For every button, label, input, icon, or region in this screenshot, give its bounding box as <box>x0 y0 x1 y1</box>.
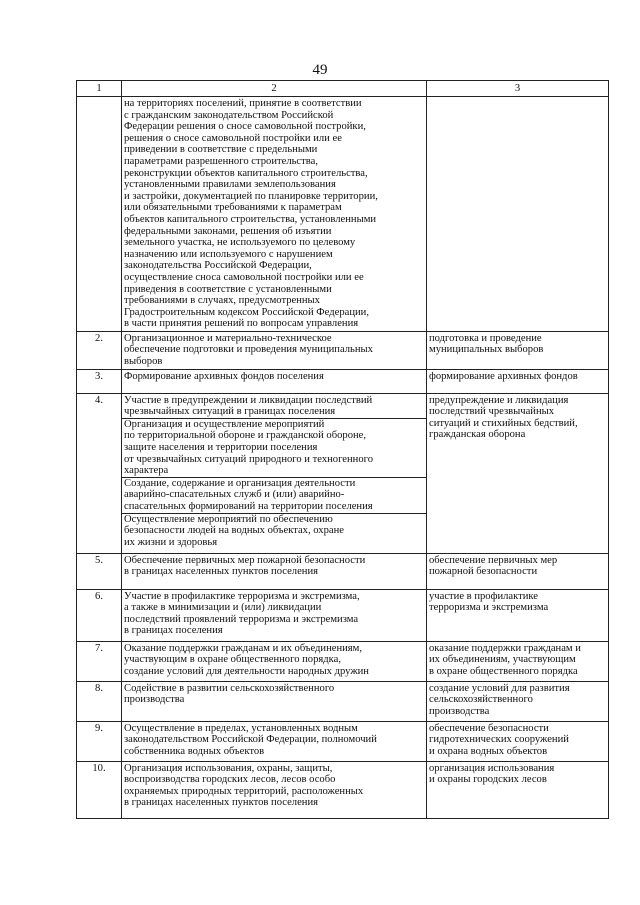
row-power <box>427 641 609 681</box>
row-power <box>427 97 609 332</box>
description-part: Участие в предупреждении и ликвидации последствий чрезвычайных ситуаций в границах поселения <box>124 394 373 418</box>
header-cell-1: 1 <box>77 81 122 97</box>
row-description <box>122 553 427 589</box>
description-text: Участие в профилактике терроризма и экстремизма, а также в минимизации и (или) ликвидации последствий проявлений терроризма и экстремизма в границах поселения <box>124 590 360 637</box>
row-number: 7. <box>77 641 122 681</box>
row-number: 9. <box>77 721 122 761</box>
power-text: формирование архивных фондов <box>429 370 578 382</box>
description-part: Создание, содержание и организация деятельности аварийно-спасательных служб и (или) аварийно- спасательных формирований на территории поселения <box>122 477 426 513</box>
table-row <box>77 393 609 553</box>
power-text: подготовка и проведение муниципальных выборов <box>429 332 544 356</box>
description-text: Организация использования, охраны, защиты, воспроизводства городских лесов, лесов особо охраняемых природных территорий, расположенных в границах населенных пунктов поселения <box>124 762 364 809</box>
table-row <box>77 97 609 332</box>
row-number <box>77 97 122 332</box>
description-text: на территориях поселений, принятие в соответствии с гражданским законодательством Российской Федерации решения о сносе самовольной постройки, решения о сносе самовольной постройки или ее приведении в соответствие с предельными параметрами разрешенного строительства, реконструкции объектов капитального строительства, установленными правилами землепользования и застройки, документацией по планировке территории, или обязательными требованиями к параметрам объектов капитального строительства, установленными федеральными законами, решения об изъятии земельного участка, не используемого по целевому назначению или используемого с нарушением законодательства Российской Федерации, осуществление сноса самовольной постройки или ее приведения в соответствие с установленными требованиями в случаях, предусмотренных Градостроительным кодексом Российской Федерации, в части принятия решений по вопросам управления <box>124 98 378 330</box>
row-number: 3. <box>77 369 122 393</box>
description-text: Организационное и материально-техническое обеспечение подготовки и проведения муниципальных выборов <box>124 332 373 368</box>
row-number: 2. <box>77 331 122 369</box>
header-cell-3: 3 <box>427 81 609 97</box>
table-row <box>77 553 609 589</box>
description-text: Осуществление в пределах, установленных водным законодательством Российской Федерации, полномочий собственника водных объектов <box>124 722 377 757</box>
description-part: Осуществление мероприятий по обеспечению безопасности людей на водных объектах, охране их жизни и здоровья <box>122 513 426 549</box>
row-power <box>427 393 609 553</box>
row-number: 4. <box>77 393 122 553</box>
powers-table <box>76 80 609 819</box>
row-power <box>427 681 609 721</box>
table-row <box>77 589 609 641</box>
row-description <box>122 721 427 761</box>
power-text: предупреждение и ликвидация последствий чрезвычайных ситуаций и стихийных бедствий, гражданская оборона <box>429 394 578 441</box>
row-description <box>122 97 427 332</box>
row-number: 10. <box>77 761 122 818</box>
description-part: Организация и осуществление мероприятий по территориальной обороне и гражданской обороне, защите населения и территории поселения от чрезвычайных ситуаций природного и техногенного характера <box>122 418 426 477</box>
row-number: 5. <box>77 553 122 589</box>
row-power <box>427 331 609 369</box>
row-description <box>122 681 427 721</box>
description-text: Содействие в развитии сельскохозяйственного производства <box>124 682 335 706</box>
table-row <box>77 641 609 681</box>
table-header-row <box>77 81 609 97</box>
row-power <box>427 369 609 393</box>
row-description <box>122 393 427 553</box>
power-text: создание условий для развития сельскохозяйственного производства <box>429 682 570 717</box>
power-text: обеспечение безопасности гидротехнических сооружений и охрана водных объектов <box>429 722 569 757</box>
row-description <box>122 331 427 369</box>
table-row <box>77 369 609 393</box>
table-row <box>77 681 609 721</box>
row-description <box>122 761 427 818</box>
row-description <box>122 589 427 641</box>
header-cell-2: 2 <box>122 81 427 97</box>
row-number: 6. <box>77 589 122 641</box>
row-description <box>122 641 427 681</box>
row-power <box>427 761 609 818</box>
page-number: 49 <box>312 62 328 78</box>
power-text: обеспечение первичных мер пожарной безопасности <box>429 554 558 578</box>
row-power <box>427 721 609 761</box>
row-power <box>427 589 609 641</box>
description-text: Обеспечение первичных мер пожарной безопасности в границах населенных пунктов поселения <box>124 554 366 578</box>
table-row <box>77 761 609 818</box>
description-text: Формирование архивных фондов поселения <box>124 370 324 382</box>
table-row <box>77 721 609 761</box>
power-text: оказание поддержки гражданам и их объединениям, участвующим в охране общественного порядка <box>429 642 581 677</box>
row-number: 8. <box>77 681 122 721</box>
power-text: участие в профилактике терроризма и экстремизма <box>429 590 549 614</box>
row-power <box>427 553 609 589</box>
row-description <box>122 369 427 393</box>
table-row <box>77 331 609 369</box>
description-text: Оказание поддержки гражданам и их объединениям, участвующим в охране общественного порядка, создание условий для деятельности народных дружин <box>124 642 369 677</box>
power-text: организация использования и охраны городских лесов <box>429 762 555 786</box>
